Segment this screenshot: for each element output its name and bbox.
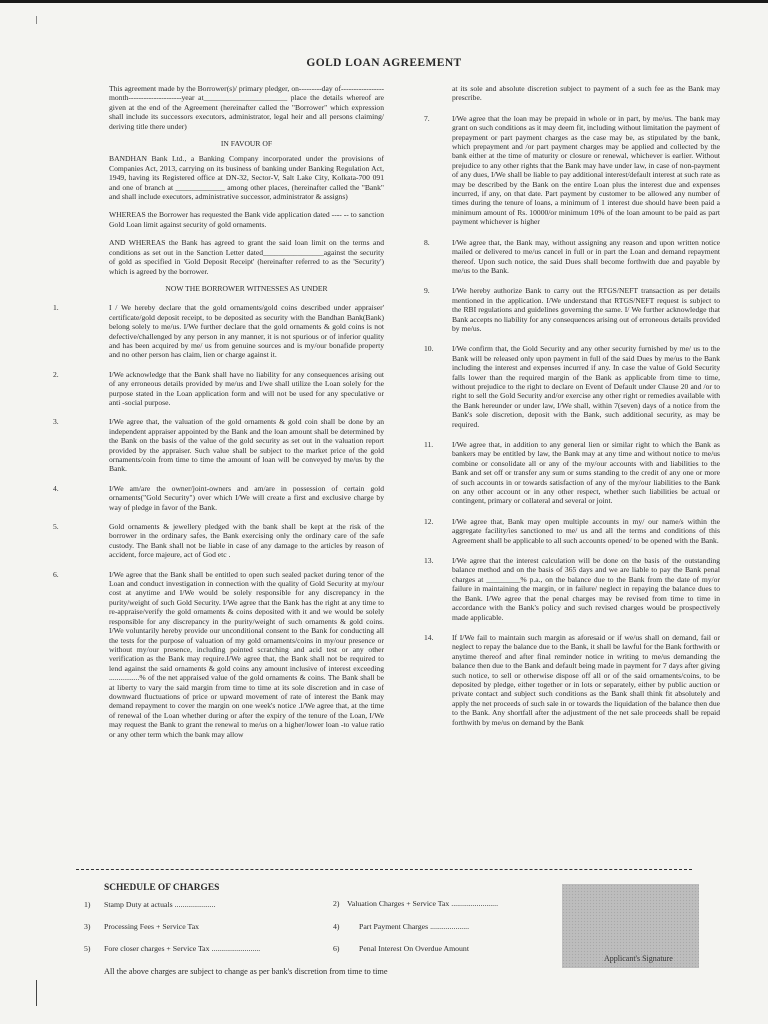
- signature-box: [562, 884, 699, 968]
- clause-item: [424, 517, 720, 545]
- clause-text: I/We agree that, the valuation of the gold ornaments & gold coin shall be done by an independent appraiser appointed by the Bank and the loan amount shall be determined by the Bank on the basis of the value of the gold security as set out in the valuation report provided by the appraiser. Such value shall be subject to the market price of the gold ornaments/coin from time to time the amount of loan will be conveyed by me/us by the Bank.: [109, 417, 384, 474]
- clause-text: I/We acknowledge that the Bank shall have no liability for any consequences arising out of any erroneous details provided by me/us and I/we shall utilize the Loan solely for the purpose stated in the Loan application form and will not be used for any speculative or anti -social purpose.: [109, 369, 384, 407]
- charge-item: [333, 899, 498, 908]
- charge-text: Processing Fees + Service Tax: [104, 922, 200, 931]
- and-whereas-paragraph: AND WHEREAS the Bank has agreed to grant the said loan limit on the terms and conditions as set out in the Sanction Letter dated________________against the security of gold as specified in 'Gold Deposit Receipt' (hereinafter referred to as the 'Security') which is agreed by the borrower.: [109, 238, 384, 276]
- clause-number: 13.: [424, 556, 434, 566]
- clause-number: 11.: [424, 440, 434, 449]
- schedule-title: SCHEDULE OF CHARGES: [104, 883, 220, 893]
- clause-number: 3.: [53, 417, 59, 427]
- clause-number: 6.: [53, 569, 59, 579]
- clause-text: I/We agree that, Bank may open multiple accounts in my/ our name/s within the aggregate facility/ies sanctioned to me/ us and all the terms and conditions of this Agreement shall be applicable to all such accounts opened/ to be opened with the Bank.: [452, 516, 720, 545]
- charge-number: 5): [84, 944, 91, 953]
- clause-number: 1.: [53, 303, 59, 313]
- charges-footnote: All the above charges are subject to change as per bank's discretion from time to time: [104, 967, 388, 976]
- bank-details-paragraph: BANDHAN Bank Ltd., a Banking Company incorporated under the provisions of Companies Act, 2013, carrying on its business of banking under Banking Regulation Act, 1949, having its Registered office at DN-32, Sector-V, Salt Lake City, Kolkata-700 091 and one of branch at _____________ among other places, (hereinafter called the "Bank" and shall include executors, administrative successor, administrator & assigns): [109, 154, 384, 202]
- clause-text: I/We agree that the interest calculation will be done on the basis of the outstanding balance method and on the basis of 365 days and we are liable to pay the Bank penal charges at _________% p.a., on the balance due to the Bank from the date of my/or failure in maintaining the margin, or in failure/ neglect in repaying the balance dues to the Bank. I/We agree that the penal charges may be revised from time to time in accordance with the Bank's policy and such revised charges would be prospectively made applicable.: [452, 556, 720, 622]
- margin-edge-mark: [36, 980, 37, 1006]
- clause-text: I/We agree that the loan may be prepaid in whole or in part, by me/us. The bank may grant on such conditions as it may deem fit, including without limitation the payment of prepayment or part payment charges as the case may be, as stipulated by the bank, which prepayment and /or part payment charges may be applied and collected by the bank either at the time of maturity or closure or renewal, whichever is earlier. Without prejudice to any other rights that the Bank may have under law, in case of non-payment of any dues, I/We shall be liable to pay additional interest/default interest at such rate as may be described by the Bank on the entire Loan plus the interest due and expenses incurred, if any, on that date. Part payment by customer to be allowed any number of times during the tenure of loans, a minimum of 1 interest due should have been paid a minimum amount of Rs. 10000/or minimum 10% of the loan amount to be paid as part payment whichever is higher: [452, 113, 720, 227]
- margin-tick-mark: [36, 16, 37, 24]
- charge-item: [333, 944, 469, 953]
- clause-number: 2.: [53, 369, 59, 379]
- intro-paragraph: This agreement made by the Borrower(s)/ primary pledger, on---------day of-----------------month---------------------year at______________________ place the details whereof are given at the end of the Agreement (hereinafter called the "Borrower" which expression shall include its successors executors, administrator, legal heir and all persons claiming/ deriving title there under): [109, 84, 384, 131]
- charge-text: Valuation Charges + Service Tax ........................: [347, 899, 499, 908]
- clause-item: [53, 570, 384, 739]
- clause-item: [424, 556, 720, 622]
- clause-item: [53, 370, 384, 408]
- clause-number: 4.: [53, 483, 59, 493]
- charge-number: 1): [84, 900, 91, 909]
- clause-text: I/We confirm that, the Gold Security and any other security furnished by me/ us to the Bank will be released only upon payment in full of the said Dues by me/us to the Bank including the interest and expenses incurred if any. In case the value of Gold Security falls lower than the required margin of the Bank as applicable from time to time, without prejudice to the right to declare on Event of Default under Clause 20 and /or to right to sell the Gold Security and/or exercise any other right or remedies available with the Bank hereunder or under law, I/We shall, within 7(seven) days of a notice from the Bank's sole discretion, deposit with the Bank, such additional security, as may be required.: [452, 344, 720, 429]
- top-edge-line: [0, 0, 768, 3]
- charge-item: [84, 944, 260, 953]
- document-title: GOLD LOAN AGREEMENT: [306, 57, 462, 69]
- charge-number: 3): [84, 922, 91, 931]
- clause-item: [424, 286, 720, 333]
- clause-number: 14.: [424, 632, 434, 642]
- in-favour-heading: IN FAVOUR OF: [220, 139, 273, 149]
- clause-item: [424, 440, 720, 506]
- continued-paragraph: at its sole and absolute discretion subject to payment of a such fee as the Bank may prescribe.: [452, 84, 720, 103]
- charge-item: [84, 922, 199, 931]
- clause-text: I/We agree that, the Bank may, without assigning any reason and upon written notice mailed or delivered to me/us cancel in full or in part the Loan and demand repayment thereof. Upon such notice, the said Dues shall become forthwith due and payable by me/us to the Bank.: [452, 237, 720, 275]
- charge-text: Penal Interest On Overdue Amount: [359, 944, 469, 953]
- charge-number: 6): [333, 944, 340, 953]
- left-column: [53, 84, 384, 739]
- clause-number: 9.: [424, 286, 430, 296]
- clause-item: [53, 303, 384, 359]
- charge-text: Fore closer charges + Service Tax .........................: [104, 944, 261, 953]
- charge-item: [333, 922, 469, 931]
- clause-text: I/We am/are the owner/joint-owners and am/are in possession of certain gold ornaments("Gold Security") over which I/We will create a first and exclusive charge by way of pledge in favor of the Bank.: [109, 483, 384, 512]
- charge-item: [84, 900, 216, 909]
- clause-number: 7.: [424, 113, 430, 123]
- whereas-paragraph: WHEREAS the Borrower has requested the Bank vide application dated ---- -- to sanction Gold Loan limit against security of gold ornaments.: [109, 210, 384, 229]
- clause-item: [424, 238, 720, 276]
- charge-number: 2): [333, 899, 340, 908]
- clause-item: [424, 344, 720, 429]
- clause-text: If I/We fail to maintain such margin as aforesaid or if we/us shall on demand, fail or neglect to repay the balance due to the Bank, it shall be lawful for the Bank forthwith or anytime thereof and after final reminder notice in writing to me/us demanding the balance then due to the Bank and default being made in payment for 7 days after giving such notice, to sell or otherwise dispose off all or of the said ornaments/coins, to be deposited by pledge, either together or in lots or separately, either by public auction or private contact and subject such conditions as the Bank shall think fit absolutely and apply the net proceeds of such sale in or towards the liquidation of the balance then due to the Bank. Any shortfall after the adjustment of the net sale proceeds shall be repaid forthwith by me/us on demand by the Bank: [452, 632, 720, 727]
- clause-text: I/We hereby authorize Bank to carry out the RTGS/NEFT transaction as per details mentioned in the application. I/We understand that RTGS/NEFT request is subject to the RBI regulations and guidelines governing the same. I/ We further acknowledge that Bank accepts no liability for any consequences arising out of erroneous details provided by me/us.: [452, 286, 720, 333]
- clause-item: [53, 417, 384, 473]
- clause-number: 8.: [424, 237, 430, 247]
- clause-text: I/We agree that the Bank shall be entitled to open such sealed packet during tenor of the Loan and conduct investigation in connection with the quality of Gold Security at my/our cost at anytime and I/We would be solely responsible for any discrepancy in the purity/weight of such Gold Security. I/We agree that the Bank has the right at any time to re-appraise/verify the gold ornaments & coins deposited with it and we would be solely responsible for any discrepancy in the purity/weight of such ornaments & gold coins. I/We voluntarily hereby provide our unconditional consent to the Bank for conducting all the tests for the purpose of valuation of my gold ornaments/coins in my/our presence or without my/our presence, including pointed scratching and acid test or any other verification as the Bank may require.I/We agree that, the Bank shall not be required to lend against the said ornaments & gold coins any amount inclusive of interest exceeding ................% of the net appraised value of the gold ornaments & coins. The Bank shall be at liberty to vary the said margin from time to time at its sole discretion and in case of downward fluctuations of price or upward movement of rate of interest the Bank may demand repayment to cover the margin on one week's notice .I/We agree that, at the time of renewal of the Loan whether during or after the expiry of the tenure of the Loan, I/We may request the Bank to grant the renewal to me/us on a higher/lower loan -to value ratio or any other term which the bank may allow: [109, 569, 384, 739]
- clause-number: 10.: [424, 344, 434, 354]
- clause-text: I/We agree that, in addition to any general lien or similar right to which the Bank as bankers may be entitled by law, the Bank may at any time and without notice to me/us combine or consolidate all or any of the my/our accounts with and liabilities to the Bank and set off or transfer any sum or sums standing to the credit of any one or more of such accounts in or towards satisfaction of any of the my/our liabilities to the Bank on any other account or in any other respect, whether such liabilities be actual or contingent, primary or collateral and several or joint.: [452, 440, 720, 506]
- charge-text: Part Payment Charges ....................: [359, 922, 470, 931]
- clause-text: I / We hereby declare that the gold ornaments/gold coins described under appraiser' certificate/gold deposit receipt, to be deposited as security with the Bandhan Bank(Bank) belong solely to me/us. I/We further declare that the gold ornaments & gold coins is not defective/challenged by any person in any manner, it is not spurious or of inferior quality and has been acquired by me/ us from genuine sources and is my/our bonafide property and no other person has claim, lien or charge against it.: [109, 303, 384, 360]
- clause-item: [424, 114, 720, 227]
- clause-item: [53, 484, 384, 512]
- charge-number: 4): [333, 922, 340, 931]
- charge-text: Stamp Duty at actuals .....................: [104, 900, 216, 909]
- clause-item: [53, 522, 384, 560]
- right-column: [424, 84, 720, 727]
- clause-number: 5.: [53, 522, 59, 532]
- clause-number: 12.: [424, 516, 434, 526]
- witnesses-heading: NOW THE BORROWER WITNESSES AS UNDER: [165, 283, 328, 293]
- clause-item: [424, 633, 720, 727]
- signature-label: Applicant's Signature: [604, 954, 673, 963]
- dashed-divider: [76, 869, 692, 870]
- clause-text: Gold ornaments & jewellery pledged with the bank shall be kept at the risk of the borrower in the ordinary safes, the Bank exercising only the ordinary care of the safe custody. The Bank shall not be liable in case of any damage to the articles by reason of accident, force majeure, act of God etc .: [109, 522, 384, 560]
